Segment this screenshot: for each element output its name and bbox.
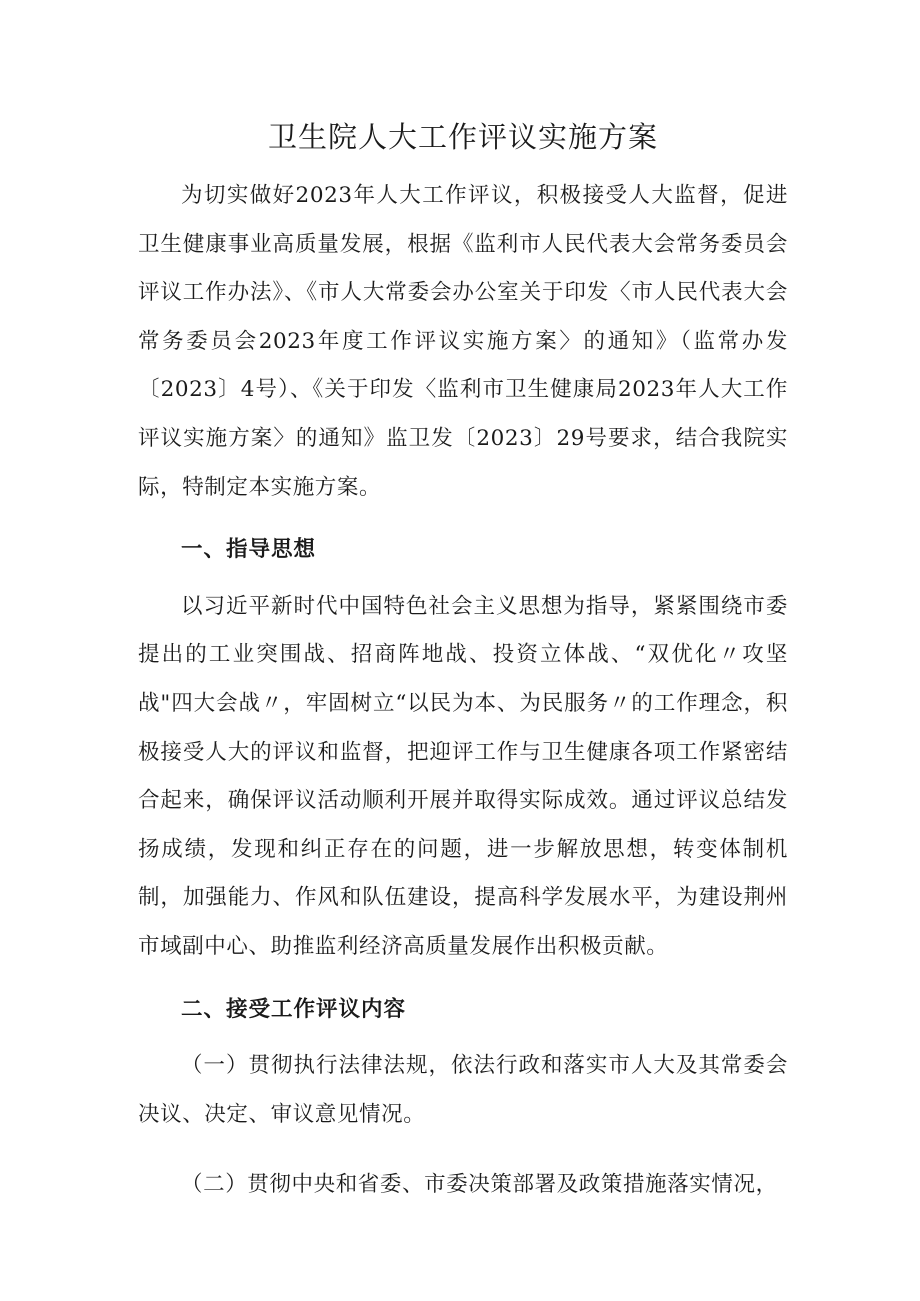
section1-heading: 一、指导思想: [181, 537, 317, 563]
section2-heading: 二、接受工作评议内容: [181, 996, 407, 1022]
section2-item-1: （一）贯彻执行法律法规，依法行政和落实市人大及其常委会决议、决定、审议意见情况。: [138, 1053, 788, 1127]
document-title: 卫生院人大工作评议实施方案: [267, 120, 658, 154]
document-page: [138, 112, 788, 1232]
section1-paragraph: 以习近平新时代中国特色社会主义思想为指导，紧紧围绕市委提出的工业突围战、招商阵地战、投资立体战、“双优化〃攻坚战"四大会战〃，牢固树立“以民为本、为民服务〃的工作理念，积极接受人大的评议和监督，把迎评工作与卫生健康各项工作紧密结合起来，确保评议活动顺利开展并取得实际成效。通过评议总结发扬成绩，发现和纠正存在的问题，进一步解放思想，转变体制机制，加强能力、作风和队伍建设，提高科学发展水平，为建设荆州市域副中心、助推监利经济高质量发展作出积极贡献。: [138, 593, 788, 959]
intro-paragraph: 为切实做好2023年人大工作评议，积极接受人大监督，促进卫生健康事业高质量发展，根据《监利市人民代表大会常务委员会评议工作办法》、《市人大常委会办公室关于印发〈市人民代表大会常务委员会2023年度工作评议实施方案〉的通知》（监常办发〔2023〕4号）、《关于印发〈监利市卫生健康局2023年人大工作评议实施方案〉的通知》监卫发〔2023〕29号要求，结合我院实际，特制定本实施方案。: [138, 183, 788, 500]
section2-item-2: （二）贯彻中央和省委、市委决策部署及政策措施落实情况，: [181, 1172, 778, 1198]
